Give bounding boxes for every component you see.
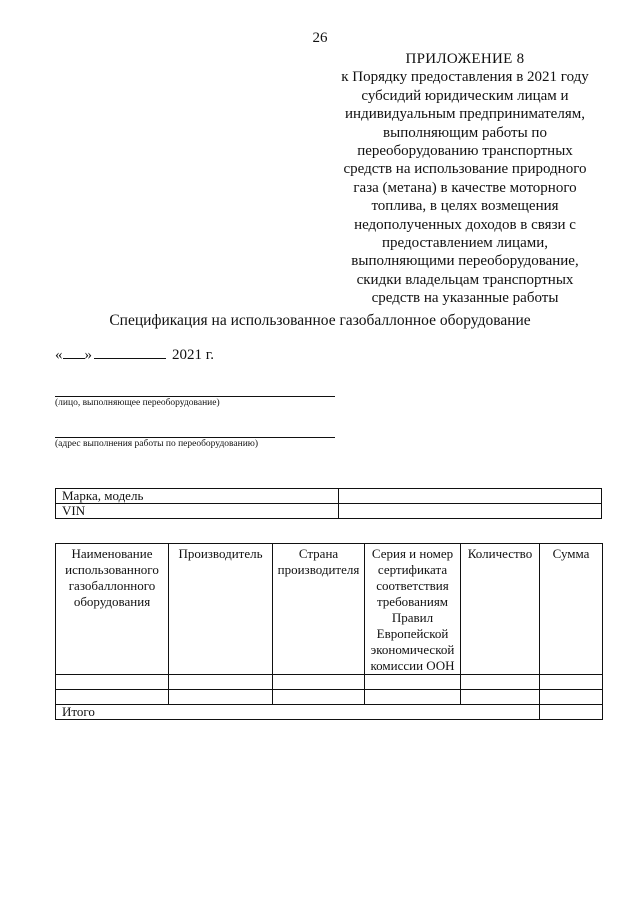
appendix-header [330, 50, 600, 308]
table-cell [273, 675, 365, 690]
appendix-line: выполняющим работы по [383, 124, 547, 141]
day-blank [63, 345, 85, 359]
column-header: Количество [461, 544, 540, 675]
vehicle-value-cell [339, 489, 602, 504]
appendix-line: субсидий юридическим лицам и [361, 87, 569, 104]
table-cell [56, 675, 169, 690]
table-header-row [56, 544, 603, 675]
column-header: Производитель [169, 544, 273, 675]
close-quote: » [84, 347, 92, 363]
column-header: Наименование использованного газобаллонного оборудования [56, 544, 169, 675]
vehicle-label-cell: Марка, модель [56, 489, 339, 504]
column-header: Серия и номер сертификата соответствия требованиям Правил Европейской экономической комиссии ООН [365, 544, 461, 675]
appendix-line: газа (метана) в качестве моторного [353, 179, 577, 196]
column-header: Сумма [540, 544, 603, 675]
appendix-line: средств на использование природного [343, 161, 587, 178]
appendix-line: скидки владельцам транспортных [356, 271, 574, 288]
equipment-table [55, 543, 603, 720]
table-cell [365, 690, 461, 705]
vehicle-value-cell [339, 504, 602, 519]
appendix-line: выполняющими переоборудование, [351, 253, 579, 270]
document-title: Спецификация на использованное газобаллонное оборудование [109, 312, 531, 329]
appendix-line: к Порядку предоставления в 2021 году [341, 69, 589, 86]
appendix-line: недополученных доходов в связи с [354, 216, 576, 233]
table-cell [56, 690, 169, 705]
table-cell [365, 675, 461, 690]
table-cell [461, 675, 540, 690]
appendix-line: предоставлением лицами, [382, 235, 548, 252]
table-row [56, 690, 603, 705]
table-cell [273, 690, 365, 705]
table-row [56, 675, 603, 690]
appendix-line: средств на указанные работы [371, 290, 559, 307]
address-caption: (адрес выполнения работы по переоборудованию) [55, 439, 259, 449]
appendix-title: ПРИЛОЖЕНИЕ 8 [405, 51, 525, 67]
table-row [56, 489, 602, 504]
appendix-line: переоборудованию транспортных [357, 143, 573, 160]
performer-caption: (лицо, выполняющее переоборудование) [55, 398, 220, 408]
appendix-line: топлива, в целях возмещения [371, 198, 559, 215]
performer-line [55, 396, 335, 397]
date-field [55, 345, 214, 364]
appendix-line: индивидуальным предпринимателям, [345, 106, 585, 123]
month-blank [94, 345, 166, 359]
table-cell [169, 690, 273, 705]
table-row [56, 504, 602, 519]
total-row [56, 705, 603, 720]
column-header: Страна производителя [273, 544, 365, 675]
table-cell [169, 675, 273, 690]
total-label: Итого [56, 705, 540, 720]
page-number: 26 [312, 30, 328, 46]
total-value-cell [540, 705, 603, 720]
vehicle-label-cell: VIN [56, 504, 339, 519]
table-cell [540, 690, 603, 705]
year-text: 2021 г. [172, 347, 214, 363]
vehicle-table [55, 488, 602, 519]
table-cell [461, 690, 540, 705]
table-cell [540, 675, 603, 690]
address-line [55, 437, 335, 438]
open-quote: « [55, 347, 63, 363]
